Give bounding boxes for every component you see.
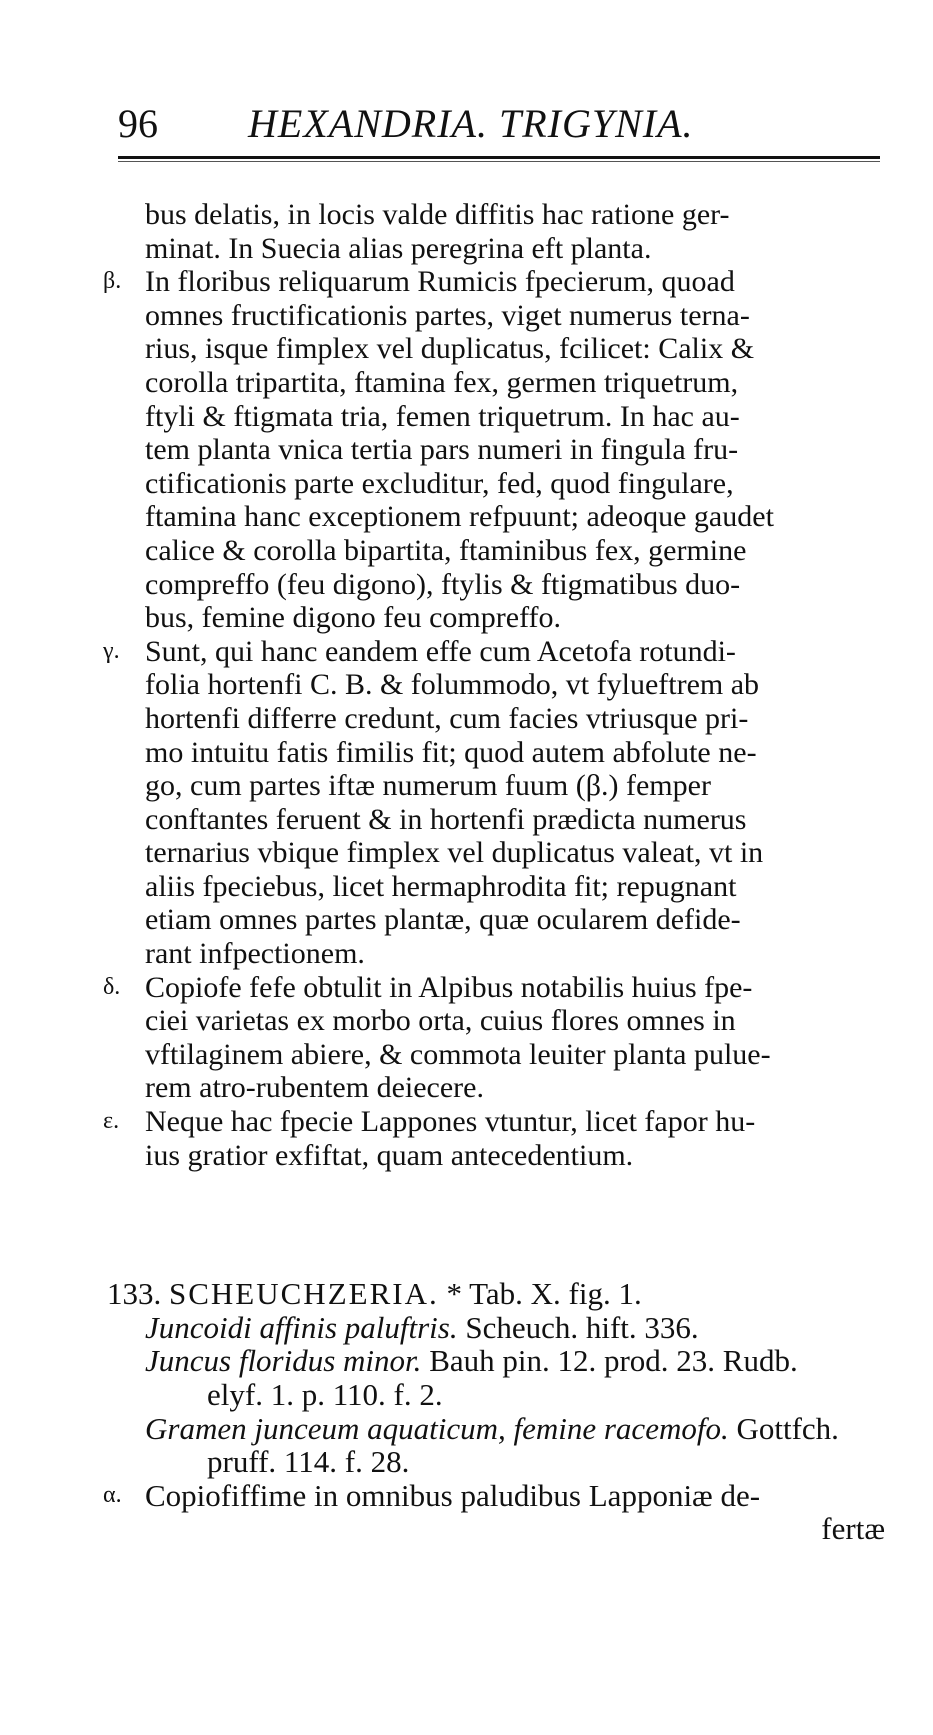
text-line: minat. In Suecia alias peregrina eft planta. <box>145 231 652 265</box>
text-line: Sunt, qui hanc eandem effe cum Acetofa rotundi- <box>145 634 736 668</box>
page-header <box>118 100 878 150</box>
paragraph-marker: γ. <box>103 637 120 664</box>
paragraph-marker: δ. <box>103 973 121 1000</box>
text-line: bus delatis, in locis valde diffitis hac ratione ger- <box>145 198 730 231</box>
text-line: rem atro-rubentem deiecere. <box>145 1071 484 1105</box>
header-rule-thin <box>118 161 880 162</box>
text-line: ftamina hanc exceptionem refpuunt; adeoque gaudet <box>145 500 774 534</box>
text-line: mo intuitu fatis fimilis fit; quod autem abfolute ne- <box>145 735 757 769</box>
synonym-source: Scheuch. hift. 336. <box>465 1309 699 1345</box>
synonym-source: Bauh pin. 12. prod. 23. Rudb. <box>429 1343 798 1379</box>
paragraph-delta <box>103 970 885 1105</box>
synonym-source: pruff. 114. f. 28. <box>207 1444 410 1480</box>
habitat-note <box>103 1477 885 1547</box>
paragraph-epsilon <box>103 1105 885 1172</box>
paragraph-marker: ε. <box>103 1108 120 1135</box>
header-rule <box>118 156 880 159</box>
text-line: ciei varietas ex morbo orta, cuius flores omnes in <box>145 1004 736 1038</box>
synonym-name: Juncus floridus minor. <box>145 1343 422 1379</box>
text-line: corolla tripartita, ftamina fex, germen triquetrum, <box>145 365 739 399</box>
text-line: go, cum partes iftæ numerum fuum (β.) femper <box>145 769 711 803</box>
paragraph-marker: β. <box>103 268 122 295</box>
synonym-source: Gottfch. <box>736 1410 839 1446</box>
text-line: ius gratior exfiftat, quam antecedentium. <box>145 1138 634 1172</box>
text-line: ftyli & ftigmata tria, femen triquetrum. In hac au- <box>145 399 740 433</box>
text-line: Copiofe fefe obtulit in Alpibus notabilis huius fpe- <box>145 970 753 1004</box>
synonym-ref <box>145 1311 885 1345</box>
synonym-ref-continued <box>145 1378 885 1412</box>
genus-entry <box>103 1276 885 1547</box>
running-title: HEXANDRIA. TRIGYNIA. <box>248 101 694 146</box>
paragraph-beta <box>103 265 885 635</box>
synonym-name: Gramen junceum aquaticum, femine racemofo. <box>145 1410 729 1446</box>
text-line: etiam omnes partes plantæ, quæ ocularem defide- <box>145 903 741 937</box>
section-gap <box>145 1172 885 1277</box>
text-line: In floribus reliquarum Rumicis fpecierum, quoad <box>145 265 735 299</box>
text-line: tem planta vnica tertia pars numeri in fingula fru- <box>145 433 739 467</box>
text-line: conftantes feruent & in hortenfi prædicta numerus <box>145 802 747 836</box>
entry-heading <box>107 1277 885 1311</box>
entry-number: 133. <box>107 1276 162 1312</box>
text-line: rius, isque fimplex vel duplicatus, fcilicet: Calix & <box>145 332 755 366</box>
synonym-ref <box>145 1412 885 1446</box>
synonym-ref <box>145 1344 885 1378</box>
entry-name: SCHEUCHZERIA. <box>169 1276 439 1312</box>
text-line: ternarius vbique fimplex vel duplicatus valeat, vt in <box>145 836 764 870</box>
text-line: bus, femine digono feu compreffo. <box>145 601 562 635</box>
text-line: compreffo (feu digono), ftylis & ftigmatibus duo- <box>145 567 741 601</box>
text-line: aliis fpeciebus, licet hermaphrodita fit; repugnant <box>145 869 737 903</box>
text-line: calice & corolla bipartita, ftaminibus fex, germine <box>145 533 747 567</box>
text-line: Neque hac fpecie Lappones vtuntur, licet fapor hu- <box>145 1105 756 1139</box>
catchword: fertæ <box>821 1511 885 1547</box>
paragraph-marker: α. <box>103 1481 122 1508</box>
synonym-ref-continued <box>145 1445 885 1479</box>
paragraph-gamma <box>103 634 885 971</box>
page-number: 96 <box>118 101 158 146</box>
synonym-source: elyf. 1. p. 110. f. 2. <box>207 1377 443 1412</box>
entry-tab: * Tab. X. fig. 1. <box>446 1276 642 1312</box>
synonym-name: Juncoidi affinis paluftris. <box>145 1309 458 1345</box>
text-line: Copiofiffime in omnibus paludibus Lapponiæ de- <box>145 1477 761 1513</box>
text-line: omnes fructificationis partes, viget numerus terna- <box>145 298 750 332</box>
text-line: rant infpectionem. <box>145 937 365 971</box>
text-line: vftilaginem abiere, & commota leuiter planta puluе- <box>145 1037 771 1071</box>
text-line: ctificationis parte excluditur, fed, quod fingulare, <box>145 466 734 500</box>
text-body <box>103 198 885 1547</box>
text-line: hortenfi differre credunt, cum facies vtriusque pri- <box>145 701 749 735</box>
text-line: folia hortenfi C. B. & folummodo, vt fylueftrem ab <box>145 668 760 702</box>
